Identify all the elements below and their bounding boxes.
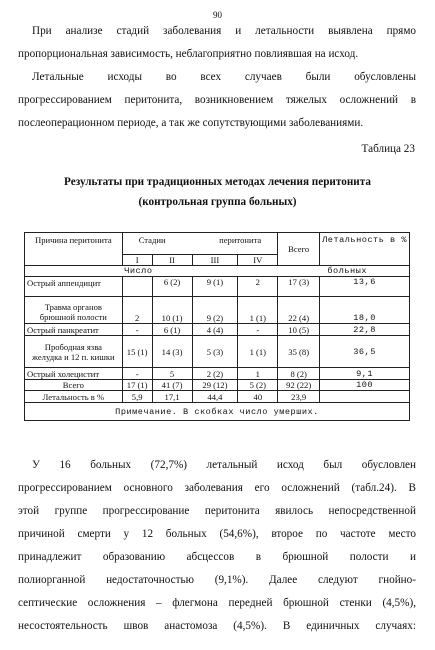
table-row <box>25 336 410 368</box>
stage-4: IV <box>238 255 278 266</box>
cell-stage-1: 15 (1) <box>122 336 152 368</box>
count-left: Число <box>124 266 153 276</box>
header-stages <box>122 233 278 255</box>
cell-stage-2: 14 (3) <box>152 336 192 368</box>
table-row <box>25 277 410 297</box>
row-name: Прободная язва желудка и 12 п. кишки <box>25 336 123 368</box>
table-title-line2: (контрольная группа больных) <box>138 196 297 208</box>
stage-3: III <box>192 255 238 266</box>
cell-total: 8 (2) <box>278 368 320 380</box>
row-name: Травма органов брюшной полости <box>25 297 123 324</box>
cell-mortality: 13,6 <box>320 277 410 297</box>
cell-mortality: 18,0 <box>320 297 410 324</box>
cell-stage-3: 2 (2) <box>192 368 238 380</box>
cell-stage-1: - <box>122 324 152 336</box>
text-line: прогрессированием основного заболевания его осложнений (табл.24). В <box>18 482 416 494</box>
header-total: Всего <box>278 233 320 266</box>
cell-total: 17 (3) <box>278 277 320 297</box>
cell-mortality <box>320 391 410 403</box>
results-table <box>24 232 410 421</box>
cell-stage-1: 2 <box>122 297 152 324</box>
table-row <box>25 297 410 324</box>
text-line: прогрессированием перитонита, возникновением тяжелых осложнений в <box>18 94 416 106</box>
text-line: У 16 больных (72,7%) летальный исход был обусловлен <box>32 459 416 471</box>
cell-stage-3: 29 (12) <box>192 380 238 391</box>
text-line: При анализе стадий заболевания и летальности выявлена прямо <box>32 25 416 37</box>
table-title-line1: Результаты при традиционных методах лечения перитонита <box>64 176 371 188</box>
text-line: Летальные исходы во всех случаев были обусловлены <box>32 71 416 83</box>
cell-stage-4: 2 <box>238 277 278 297</box>
cell-stage-4: 40 <box>238 391 278 403</box>
row-name: Острый аппендицит <box>25 277 123 297</box>
cell-total: 35 (8) <box>278 336 320 368</box>
header-cause: Причина перитонита <box>25 233 123 266</box>
header-stages-right: перитонита <box>219 235 262 245</box>
text-line: этой группе прогрессирование перитонита явилось непосредственной <box>18 505 416 517</box>
cell-total: 23,9 <box>278 391 320 403</box>
cell-stage-1: 17 (1) <box>122 380 152 391</box>
cell-stage-3: 4 (4) <box>192 324 238 336</box>
cell-total: 22 (4) <box>278 297 320 324</box>
cell-stage-4: 1 (1) <box>238 336 278 368</box>
cell-stage-3: 9 (2) <box>192 297 238 324</box>
cell-total: 10 (5) <box>278 324 320 336</box>
paragraph-intro <box>18 20 416 66</box>
stage-1: I <box>122 255 152 266</box>
text-line: полиорганной недостаточностью (9,1%). Далее следуют гнойно- <box>18 574 416 586</box>
cell-stage-4: - <box>238 324 278 336</box>
cell-stage-2: 10 (1) <box>152 297 192 324</box>
cell-stage-3: 5 (3) <box>192 336 238 368</box>
cell-stage-1: 5,9 <box>122 391 152 403</box>
cell-mortality: 36,5 <box>320 336 410 368</box>
text-line: пропорциональная зависимость, неблагоприятно повлиявшая на исход. <box>18 48 359 60</box>
cell-stage-3: 44,4 <box>192 391 238 403</box>
table-row <box>25 380 410 391</box>
stage-2: II <box>152 255 192 266</box>
cell-stage-1 <box>122 277 152 297</box>
table-row <box>25 391 410 403</box>
row-name: Всего <box>25 380 123 391</box>
text-line: послеоперационном периоде, а так же сопутствующими заболеваниями. <box>18 117 364 129</box>
table-row <box>25 368 410 380</box>
count-header <box>122 266 409 277</box>
cell-stage-1: - <box>122 368 152 380</box>
text-line: принадлежит образованию абсцессов в брюшной полости и <box>18 551 416 563</box>
count-right: больных <box>327 266 367 276</box>
cell-stage-4: 1 <box>238 368 278 380</box>
row-name: Острый панкреатит <box>25 324 123 336</box>
text-line: септические осложнения – флегмона передней брюшной стенки (4,5%), <box>18 597 416 609</box>
header-stages-left: Стадии <box>138 235 166 245</box>
cell-stage-2: 6 (2) <box>152 277 192 297</box>
cell-stage-2: 41 (7) <box>152 380 192 391</box>
header-mortality: Летальность в % <box>320 233 410 266</box>
cell-stage-3: 9 (1) <box>192 277 238 297</box>
cell-total: 92 (22) <box>278 380 320 391</box>
cell-stage-2: 5 <box>152 368 192 380</box>
cell-mortality: 22,8 <box>320 324 410 336</box>
cell-stage-2: 6 (1) <box>152 324 192 336</box>
text-line: несостоятельность швов анастомоза (4,5%). В единичных случаях: <box>18 620 416 632</box>
row-name: Острый холецистит <box>25 368 123 380</box>
page-number: 90 <box>213 10 222 20</box>
cell-mortality: 9,1 <box>320 368 410 380</box>
table-row <box>25 324 410 336</box>
cell-mortality: 100 <box>320 380 410 391</box>
cell-stage-2: 17,1 <box>152 391 192 403</box>
cell-stage-4: 5 (2) <box>238 380 278 391</box>
table-label: Таблица 23 <box>361 143 415 155</box>
row-name: Летальность в % <box>25 391 123 403</box>
paragraph-lethal-outcomes <box>18 66 416 135</box>
cell-stage-4: 1 (1) <box>238 297 278 324</box>
text-line: причиной смерти у 12 больных (54,6%), второе по частоте место <box>18 528 416 540</box>
table-note: Примечание. В скобках число умерших. <box>25 403 410 421</box>
paragraph-analysis <box>18 454 416 638</box>
